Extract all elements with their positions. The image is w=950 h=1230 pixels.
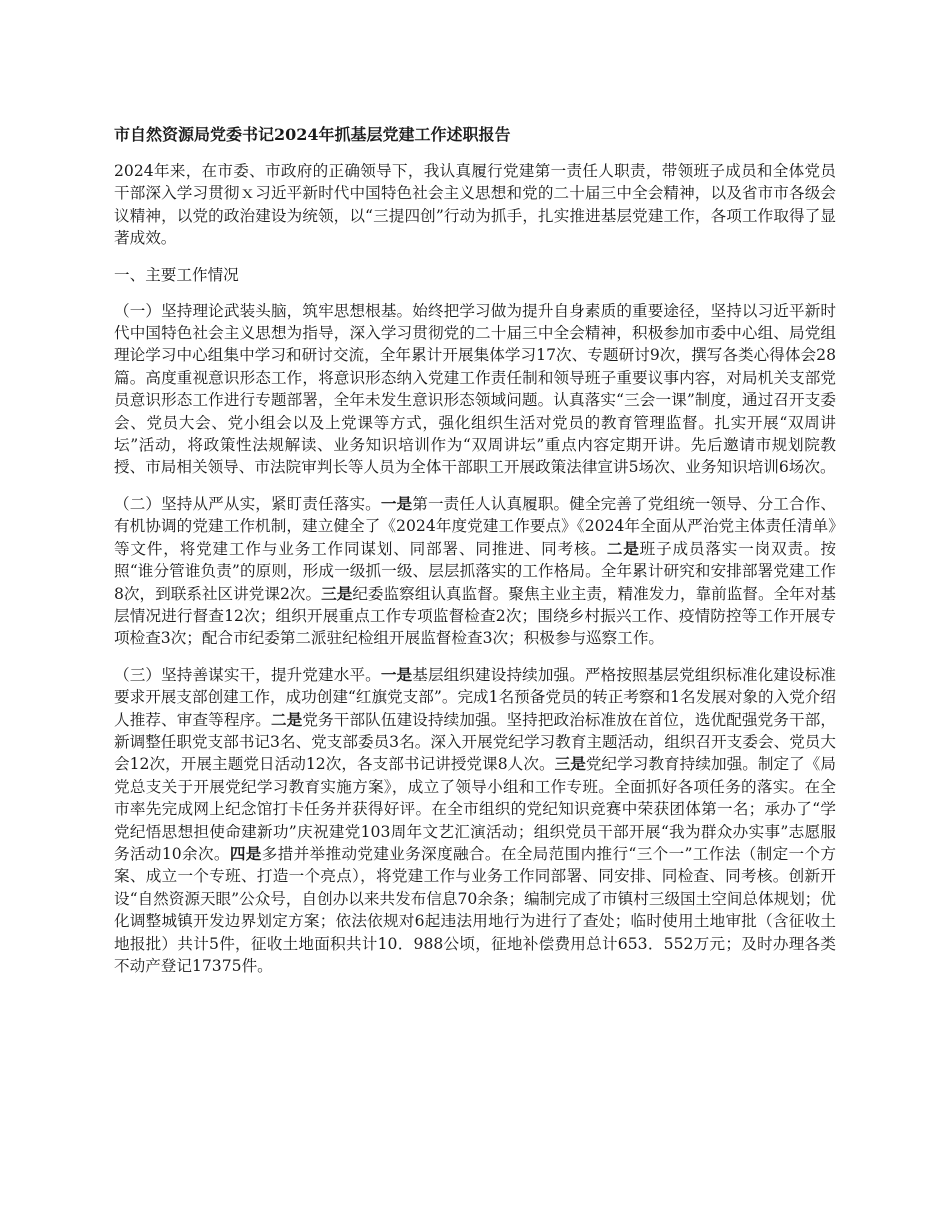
document-title: 市自然资源局党委书记2024年抓基层党建工作述职报告 [114,125,511,144]
paragraph-party-building [114,664,836,978]
keyword-first: 一是 [380,493,413,513]
paragraph-text: 多措并举推动党建业务深度融合。在全局范围内推行“三个一”工作法（制定一个方案、成立一个专班、打造一个亮点），将党建工作与业务工作同部署、同安排、同检查、同考核。创新开设“自然资源天眼”公众号，自创办以来共发布信息70余条；编制完成了市镇村三级国土空间总体规划；优化调整城镇开发边界划定方案；依法依规对6起违法用地行为进行了查处；临时使用土地审批（含征收土地报批）共计5件，征收土地面积共计10．988公顷，征地补偿费用总计653．552万元；及时办理各类不动产登记17375件。 [114,844,836,975]
intro-paragraph: 2024年来，在市委、市政府的正确领导下，我认真履行党建第一责任人职责，带领班子成员和全体党员干部深入学习贯彻ｘ习近平新时代中国特色社会主义思想和党的二十届三中全会精神，以及省市市各级会议精神，以党的政治建设为统领，以“三提四创”行动为抓手，扎实推进基层党建工作，各项工作取得了显著成效。 [114,162,836,248]
paragraph-text: 纪委监察组认真监督。聚焦主业主责，精准发力，靠前监督。全年对基层情况进行督查12次；组织开展重点工作专项监督检查2次；围绕乡村振兴工作、疫情防控等工作开展专项检查3次；配合市纪委第二派驻纪检组开展监督检查3次；积极参与巡察工作。 [114,584,836,648]
keyword-third: 三是 [321,583,353,603]
paragraph-text: 党务干部队伍建设持续加强。坚持把政治标准放在首位，选优配强党务干部，新调整任职党支部书记3名、党支部委员3名。深入开展党纪学习教育主题活动，组织召开支委会、党员大会12次，开展主题党日活动12次，各支部书记讲授党课8人次。 [114,710,836,774]
keyword-second: 二是 [606,538,640,558]
paragraph-theory-study: （一）坚持理论武装头脑，筑牢思想根基。始终把学习做为提升自身素质的重要途径，坚持以习近平新时代中国特色社会主义思想为指导，深入学习贯彻党的二十届三中全会精神，积极参加市委中心组、局党组理论学习中心组集中学习和研讨交流，全年累计开展集体学习17次、专题研讨9次，撰写各类心得体会28篇。高度重视意识形态工作，将意识形态纳入党建工作责任制和领导班子重要议事内容，对局机关支部党员意识形态工作进行专题部署，全年未发生意识形态领域问题。认真落实“三会一课”制度，通过召开支委会、党员大会、党小组会以及上党课等方式，强化组织生活对党员的教育管理监督。扎实开展“双周讲坛”活动，将政策性法规解读、业务知识培训作为“双周讲坛”重点内容定期开讲。先后邀请市规划院教授、市局相关领导、市法院审判长等人员为全体干部职工开展政策法律宣讲5场次、业务知识培训6场次。 [114,301,836,477]
section-heading: 一、主要工作情况 [114,265,239,284]
keyword-third: 三是 [554,754,586,774]
keyword-first: 一是 [380,664,413,684]
paragraph-lead: （三）坚持善谋实干，提升党建水平。 [114,665,381,684]
paragraph-text: 基层组织建设持续加强。严格按照基层党组织标准化建设标准要求开展支部创建工作，成功创建“红旗党支部”。完成1名预备党员的转正考察和1名发展对象的入党介绍人推荐、审查等程序。 [114,665,836,729]
paragraph-responsibility [114,493,836,650]
keyword-second: 二是 [270,709,303,729]
paragraph-text: 班子成员落实一岗双责。按照“谁分管谁负责”的原则，形成一级抓一级、层层抓落实的工作格局。全年累计研究和安排部署党建工作8次，到联系社区讲党课2次。 [114,539,836,603]
paragraph-text: 第一责任人认真履职。健全完善了党组统一领导、分工合作、有机协调的党建工作机制，建立健全了《2024年度党建工作要点》《2024年全面从严治党主体责任清单》等文件，将党建工作与业务工作同谋划、同部署、同推进、同考核。 [114,494,836,558]
keyword-fourth: 四是 [229,843,262,863]
paragraph-lead: （二）坚持从严从实，紧盯责任落实。 [114,494,381,513]
paragraph-text: 党纪学习教育持续加强。制定了《局党总支关于开展党纪学习教育实施方案》，成立了领导小组和工作专班。全面抓好各项任务的落实。在全市率先完成网上纪念馆打卡任务并获得好评。在全市组织的党纪知识竞赛中荣获团体第一名；承办了“学党纪悟思想担使命建新功”庆祝建党103周年文艺汇演活动；组织党员干部开展“我为群众办实事”志愿服务活动10余次。 [114,755,836,863]
